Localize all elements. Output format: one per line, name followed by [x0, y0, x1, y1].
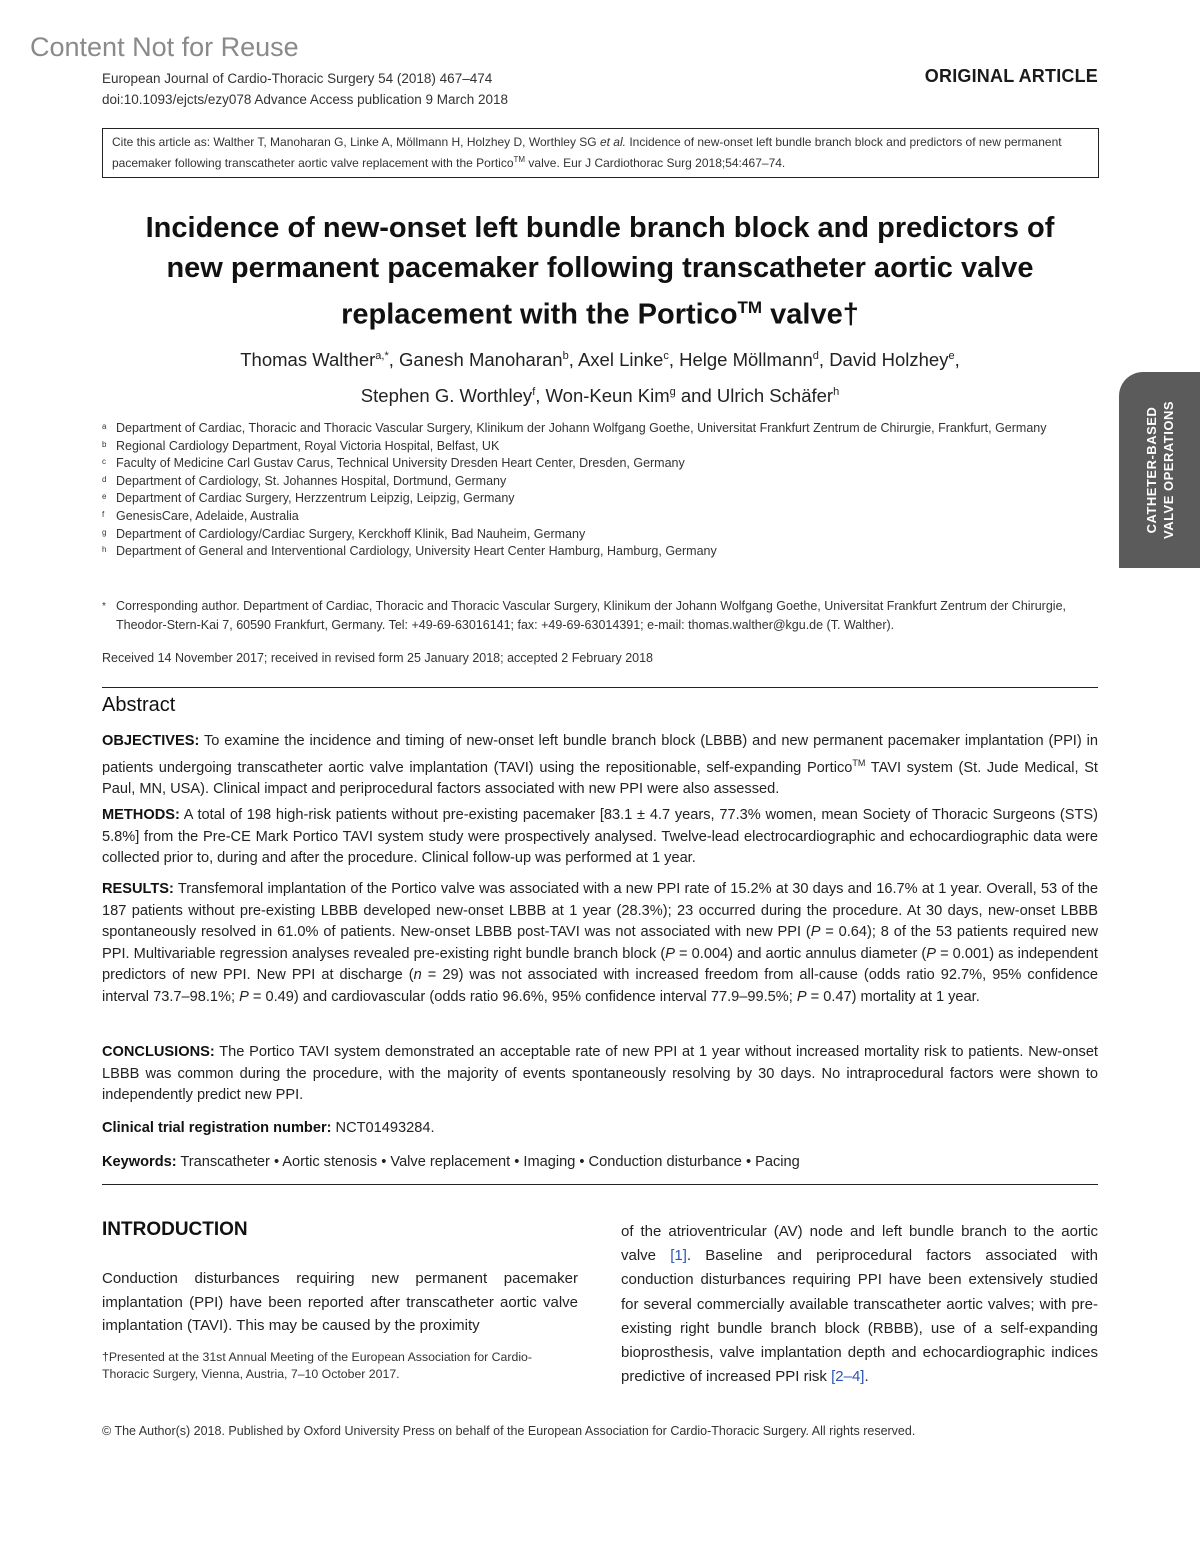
author-name: Helge Möllmann	[679, 349, 813, 371]
section-side-tab	[1119, 372, 1200, 568]
author-affiliation-mark: d	[812, 350, 819, 362]
received-dates: Received 14 November 2017; received in revised form 25 January 2018; accepted 2 February 2018	[102, 651, 654, 665]
article-type-label: ORIGINAL ARTICLE	[924, 66, 1098, 86]
affiliation-item: h Department of General and Interventional Cardiology, University Heart Center Hamburg, Hamburg, Germany	[102, 544, 717, 559]
reference-link[interactable]: [2–4]	[831, 1368, 865, 1386]
watermark: Content Not for Reuse	[30, 32, 299, 62]
journal-citation-line: European Journal of Cardio-Thoracic Surgery 54 (2018) 467–474	[102, 71, 493, 86]
affiliation-item: e Department of Cardiac Surgery, Herzzentrum Leipzig, Leipzig, Germany	[102, 491, 515, 506]
author-name: Thomas Walther	[240, 349, 376, 371]
copyright-notice: © The Author(s) 2018. Published by Oxford University Press on behalf of the European Association for Cardio-Thoracic Surgery. All rights reserved.	[102, 1424, 916, 1438]
affiliations	[102, 420, 1062, 561]
author-name: Ulrich Schäfer	[716, 385, 834, 407]
citation-box: Cite this article as: Walther T, Manoharan G, Linke A, Möllmann H, Holzhey D, Worthley SG et al. Incidence of new-onset left bundle branch block and predictors of new permanent pacemaker following transcatheter aortic valve replacement with the Portico™ valve. Eur J Cardiothorac Surg 2018;54:467–74.	[102, 128, 1099, 178]
affiliation-item: d Department of Cardiology, St. Johannes Hospital, Dortmund, Germany	[102, 473, 507, 488]
article-title: Incidence of new-onset left bundle branch block and predictors of new permanent pacemaker following transcatheter aortic valve replacement with the Portico™ valve†	[145, 212, 1055, 331]
affiliation-item: g Department of Cardiology/Cardiac Surgery, Kerckhoff Klinik, Bad Nauheim, Germany	[102, 526, 586, 541]
author-name: Stephen G. Worthley	[360, 385, 533, 407]
author-affiliation-mark: a,*	[375, 350, 389, 362]
abstract-conclusions: CONCLUSIONS: The Portico TAVI system demonstrated an acceptable rate of new PPI at 1 year without increased mortality risk to patients. New-onset LBBB was common during the procedure, with the majority of events spontaneously resolving by 30 days. No intraprocedural factors were shown to independently predict new PPI.	[102, 1044, 1098, 1103]
author-name: David Holzhey	[829, 349, 949, 371]
abstract-heading: Abstract	[102, 694, 176, 716]
introduction-right-paragraph: of the atrioventricular (AV) node and left bundle branch to the aortic valve [1]. Baseline and periprocedural factors associated with conduction disturbances requiring PPI have been extensively studied for several commercially available transcatheter aortic valves; with pre-existing right bundle branch block (RBBB), use of a self-expanding bioprosthesis, valve implantation depth and echocardiographic indices predictive of increased PPI risk [2–4].	[621, 1223, 1098, 1386]
author-name: Won-Keun Kim	[545, 385, 670, 407]
affiliation-item: b Regional Cardiology Department, Royal Victoria Hospital, Belfast, UK	[102, 438, 500, 453]
divider	[102, 1184, 1098, 1185]
abstract-results: RESULTS: Transfemoral implantation of the Portico valve was associated with a new PPI rate of 15.2% at 30 days and 16.7% at 1 year. Overall, 53 of the 187 patients without pre-existing LBBB developed new-onset LBBB at 1 year (28.3%); 23 occurred during the procedure. At 30 days, new-onset LBBB spontaneously resolved in 61.0% of patients. New-onset LBBB post-TAVI was not associated with new PPI (P = 0.64); 8 of the 53 patients required new PPI. Multivariable regression analyses revealed pre-existing right bundle branch block (P = 0.004) and aortic annulus diameter (P = 0.001) as independent predictors of new PPI. New PPI at discharge (n = 29) was not associated with increased freedom from all-cause (odds ratio 92.7%, 95% confidence interval 73.7–98.1%; P = 0.49) and cardiovascular (odds ratio 96.6%, 95% confidence interval 77.9–99.5%; P = 0.47) mortality at 1 year.	[102, 881, 1098, 1005]
author-affiliation-mark: c	[663, 350, 669, 362]
journal-info	[102, 68, 508, 110]
affiliation-item: f GenesisCare, Adelaide, Australia	[102, 508, 299, 523]
introduction-left-paragraph: Conduction disturbances requiring new permanent pacemaker implantation (PPI) have been reported after transcatheter aortic valve implantation (TAVI). This may be caused by the proximity	[102, 1270, 578, 1334]
author-name: Axel Linke	[577, 349, 664, 371]
author-affiliation-mark: f	[532, 386, 536, 399]
trial-registration: Clinical trial registration number: NCT01493284.	[102, 1120, 435, 1136]
presentation-footnote: †Presented at the 31st Annual Meeting of the European Association for Cardio-Thoracic Surgery, Vienna, Austria, 7–10 October 2017.	[102, 1350, 532, 1381]
divider	[102, 687, 1098, 688]
introduction-heading: INTRODUCTION	[102, 1219, 248, 1240]
author-affiliation-mark: e	[948, 350, 955, 362]
author-name: Ganesh Manoharan	[399, 349, 563, 371]
keywords: Keywords: Transcatheter • Aortic stenosis • Valve replacement • Imaging • Conduction disturbance • Pacing	[102, 1154, 800, 1170]
author-list: Thomas Walther$^{a,*}$, Ganesh Manoharan$^b$, Axel Linke$^c$, Helge Möllmann$^d$, David Holzhey$^e$, Stephen G. Worthley$^f$, Won-Keun Kim$^g$ and Ulrich Schäfer$^h$	[240, 349, 960, 407]
affiliation-item: c Faculty of Medicine Carl Gustav Carus, Technical University Dresden Heart Center, Dresden, Germany	[102, 456, 685, 471]
reference-link[interactable]: [1]	[670, 1247, 687, 1265]
side-tab-label: CATHETER-BASED VALVE OPERATIONS	[1143, 400, 1176, 540]
author-affiliation-mark: g	[669, 386, 676, 399]
abstract-objectives: OBJECTIVES: To examine the incidence and timing of new-onset left bundle branch block (LBBB) and new permanent pacemaker implantation (PPI) in patients undergoing transcatheter aortic valve implantation (TAVI) using the repositionable, self-expanding Portico™ TAVI system (St. Jude Medical, St Paul, MN, USA). Clinical impact and periprocedural factors associated with new PPI were also assessed.	[102, 733, 1098, 797]
author-affiliation-mark: b	[562, 350, 569, 362]
author-affiliation-mark: h	[833, 386, 840, 399]
affiliation-item: a Department of Cardiac, Thoracic and Thoracic Vascular Surgery, Klinikum der Johann Wolfgang Goethe, Universitat Frankfurt Zentrum de Chirurgie, Frankfurt, Germany	[102, 421, 1047, 435]
doi-line: doi:10.1093/ejcts/ezy078 Advance Access publication 9 March 2018	[102, 92, 509, 107]
abstract-methods: METHODS: A total of 198 high-risk patients without pre-existing pacemaker [83.1 ± 4.7 years, 77.3% women, mean Society of Thoracic Surgeons (STS) 5.8%] from the Pre-CE Mark Portico TAVI system study were prospectively analysed. Twelve-lead electrocardiographic and echocardiographic data were collected prior to, during and after the procedure. Clinical follow-up was performed at 1 year.	[102, 807, 1098, 866]
corresponding-author: * Corresponding author. Department of Cardiac, Thoracic and Thoracic Vascular Surgery, Klinikum der Johann Wolfgang Goethe, Universitat Frankfurt Zentrum der Chirurgie, Theodor-Stern-Kai 7, 60590 Frankfurt, Germany. Tel: +49-69-63016141; fax: +49-69-63014391; e-mail: thomas.walther@kgu.de (T. Walther).	[102, 599, 1066, 632]
